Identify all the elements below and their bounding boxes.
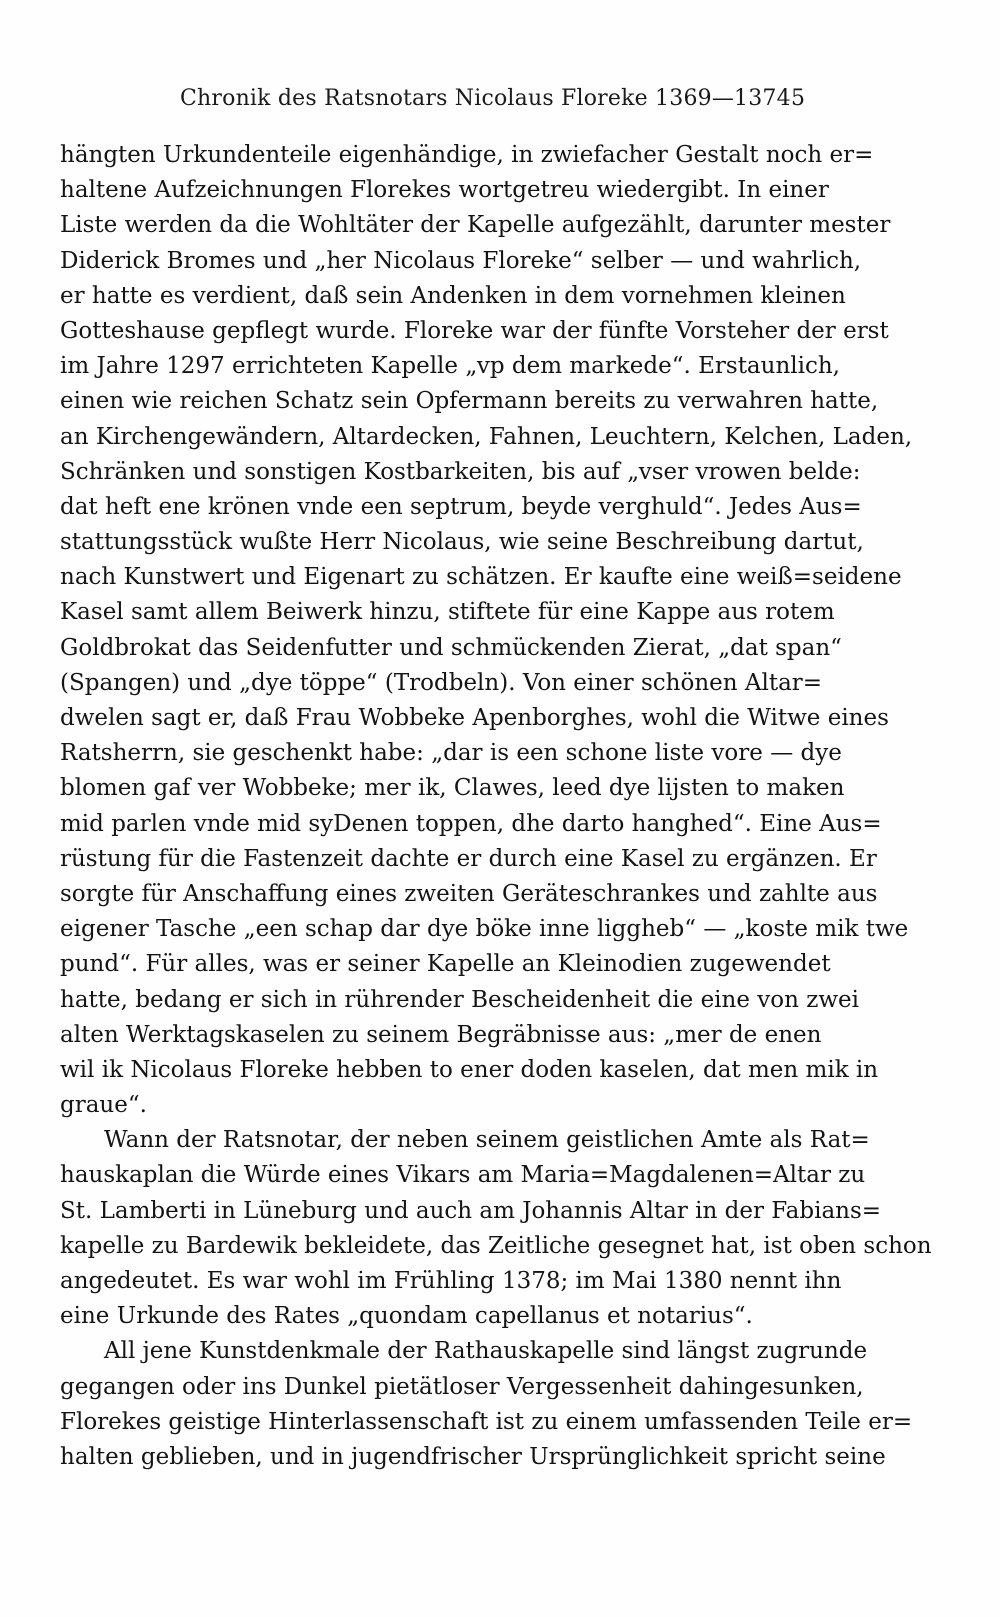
text-line: eigener Tasche „een schap dar dye böke inne liggheb“ — „koste mik twe (60, 916, 909, 943)
text-line: kapelle zu Bardewik bekleidete, das Zeitliche gesegnet hat, ist oben schon (60, 1232, 932, 1259)
text-line: Gotteshause gepflegt wurde. Floreke war der fünfte Vorsteher der erst (60, 317, 889, 344)
text-line: sorgte für Anschaffung eines zweiten Geräteschrankes und zahlte aus (60, 880, 878, 907)
page-header (60, 82, 805, 122)
text-line: dat heft ene krönen vnde een septrum, beyde verghuld“. Jedes Aus= (60, 493, 862, 520)
text-line: Wann der Ratsnotar, der neben seinem geistlichen Amte als Rat= (104, 1127, 870, 1154)
text-line: hauskaplan die Würde eines Vikars am Maria=Magdalenen=Altar zu (60, 1162, 866, 1189)
running-title: Chronik des Ratsnotars Nicolaus Floreke 1369—1374 (180, 86, 791, 111)
text-line: einen wie reichen Schatz sein Opfermann bereits zu verwahren hatte, (60, 388, 879, 415)
text-line: mid parlen vnde mid syDenen toppen, dhe darto hanghed“. Eine Aus= (60, 810, 882, 837)
text-line: dwelen sagt er, daß Frau Wobbeke Apenborghes, wohl die Witwe eines (60, 705, 889, 731)
text-line: Liste werden da die Wohltäter der Kapelle aufgezählt, darunter mester (60, 212, 891, 239)
text-line: im Jahre 1297 errichteten Kapelle „vp dem markede“. Erstaunlich, (60, 353, 840, 380)
text-line: rüstung für die Fastenzeit dachte er durch eine Kasel zu ergänzen. Er (60, 845, 877, 872)
text-line: angedeutet. Es war wohl im Frühling 1378; im Mai 1380 nennt ihn (60, 1268, 842, 1294)
text-line: Kasel samt allem Beiwerk hinzu, stiftete für eine Kappe aus rotem (60, 599, 835, 626)
text-line: hängten Urkundenteile eigenhändige, in zwiefacher Gestalt noch er= (60, 142, 874, 168)
text-line: haltene Aufzeichnungen Florekes wortgetreu wiedergibt. In einer (60, 177, 829, 204)
page-number: 5 (791, 86, 805, 111)
text-line: All jene Kunstdenkmale der Rathauskapelle sind längst zugrunde (104, 1338, 868, 1365)
text-line: stattungsstück wußte Herr Nicolaus, wie seine Beschreibung dartut, (60, 529, 864, 556)
text-line: halten geblieben, und in jugendfrischer Ursprünglichkeit spricht seine (60, 1443, 886, 1470)
text-line: (Spangen) und „dye töppe“ (Trodbeln). Von einer schönen Altar= (60, 669, 823, 696)
text-line: Florekes geistige Hinterlassenschaft ist zu einem umfassenden Teile er= (60, 1408, 913, 1435)
text-line: gegangen oder ins Dunkel pietätloser Vergessenheit dahingesunken, (60, 1373, 864, 1400)
text-line: alten Werktagskaselen zu seinem Begräbnisse aus: „mer de enen (60, 1021, 822, 1048)
text-line: er hatte es verdient, daß sein Andenken in dem vornehmen kleinen (60, 282, 846, 309)
text-line: graue“. (60, 1092, 147, 1119)
text-line: nach Kunstwert und Eigenart zu schätzen. Er kaufte eine weiß=seidene (60, 564, 902, 591)
text-line: blomen gaf ver Wobbeke; mer ik, Clawes, leed dye lijsten to maken (60, 775, 845, 802)
text-line: Diderick Bromes und „her Nicolaus Floreke“ selber — und wahrlich, (60, 247, 862, 274)
text-line: Ratsherrn, sie geschenkt habe: „dar is een schone liste vore — dye (60, 740, 842, 767)
text-line: hatte, bedang er sich in rührender Bescheidenheit die eine von zwei (60, 986, 860, 1013)
text-line: wil ik Nicolaus Floreke hebben to ener doden kaselen, dat men mik in (60, 1056, 879, 1083)
text-line: St. Lamberti in Lüneburg und auch am Johannis Altar in der Fabians= (60, 1197, 882, 1224)
text-line: an Kirchengewändern, Altardecken, Fahnen, Leuchtern, Kelchen, Laden, (60, 423, 913, 450)
text-line: eine Urkunde des Rates „quondam capellanus et notarius“. (60, 1303, 753, 1330)
text-line: Schränken und sonstigen Kostbarkeiten, bis auf „vser vrowen belde: (60, 458, 861, 485)
text-line: pund“. Für alles, was er seiner Kapelle an Kleinodien zugewendet (60, 951, 831, 978)
body-text (60, 138, 932, 1475)
text-line: Goldbrokat das Seidenfutter und schmückenden Zierat, „dat span“ (60, 634, 842, 661)
